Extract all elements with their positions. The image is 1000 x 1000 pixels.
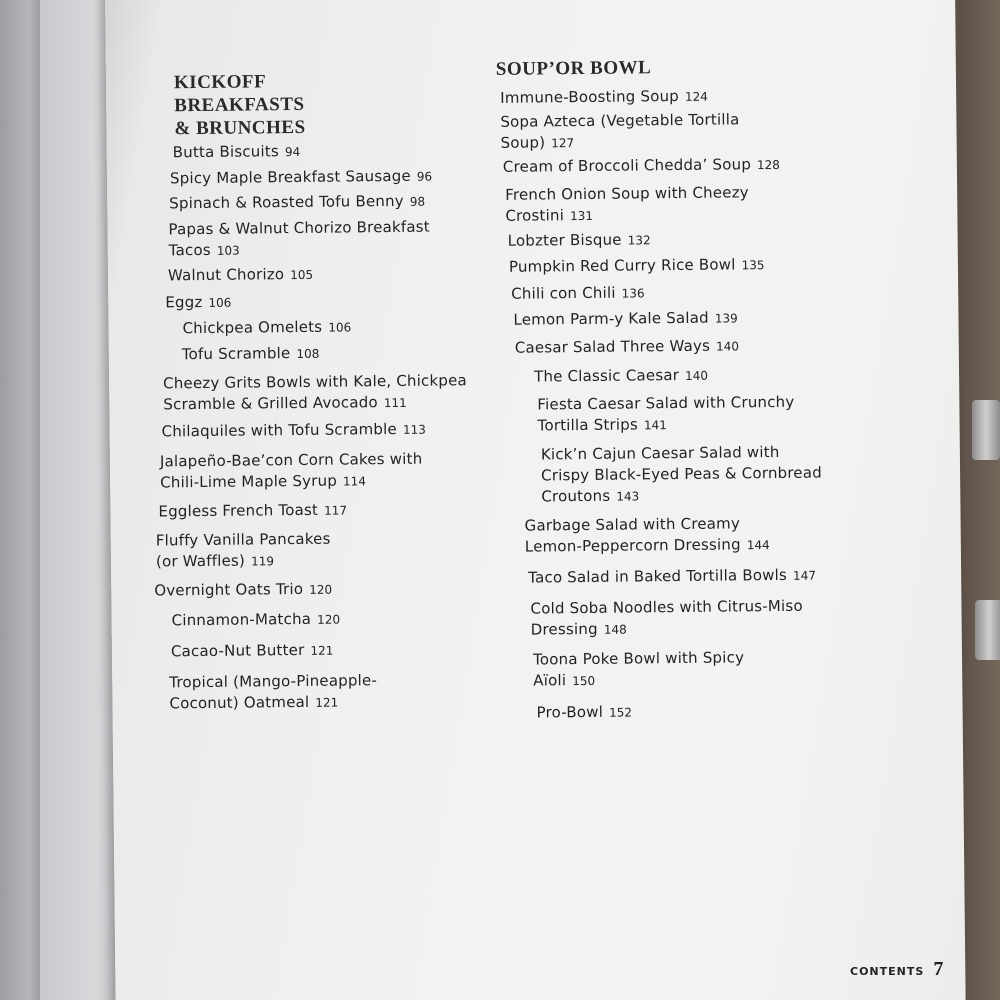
toc-entry-page-number: 152 [608, 705, 633, 720]
toc-entry-title: Cinnamon-Matcha [171, 609, 312, 630]
toc-entry [537, 392, 795, 438]
toc-entry-title-line [173, 141, 301, 164]
toc-entry-title: Crispy Black-Eyed Peas & Cornbread [541, 463, 822, 485]
toc-entry-title: Scramble & Grilled Avocado [163, 393, 378, 414]
toc-entry-title: Spicy Maple Breakfast Sausage [169, 166, 411, 188]
toc-entry-title-line [168, 217, 430, 241]
toc-entry-title: Cold Soba Noodles with Citrus-Miso [530, 596, 803, 618]
toc-entry-title: Butta Biscuits [172, 142, 280, 162]
toc-entry-page-number: 120 [317, 612, 341, 627]
toc-entry-title: French Onion Soup with Cheezy [505, 183, 749, 204]
toc-entry-page-number: 135 [741, 258, 765, 273]
toc-entry-title: Dressing [530, 619, 598, 639]
toc-entry [500, 109, 739, 155]
toc-entry-title-line [154, 579, 332, 603]
toc-entry-title-line [500, 86, 708, 110]
toc-entry-title: Toona Poke Bowl with Spicy [532, 648, 745, 669]
toc-entry-title-line [525, 513, 770, 537]
toc-entry-title-line [515, 335, 739, 359]
section-heading-soups: SOUP’OR BOWL [495, 57, 652, 80]
toc-entry [503, 154, 780, 179]
toc-entry-title: Spinach & Roasted Tofu Benny [169, 191, 404, 213]
section-heading-breakfasts: KICKOFF BREAKFASTS & BRUNCHES [173, 71, 306, 140]
toc-entry-title: Chili con Chili [511, 283, 616, 303]
toc-entry-page-number: 114 [342, 474, 366, 489]
toc-entry [171, 640, 334, 664]
toc-entry [508, 229, 651, 252]
toc-entry-title-line [158, 499, 347, 523]
toc-entry-title-line [537, 413, 794, 438]
toc-entry-title-line [534, 365, 708, 389]
toc-entry-page-number: 105 [290, 267, 314, 283]
toc-entry-title-line [531, 617, 803, 642]
toc-entry-title-line [537, 392, 794, 416]
toc-entry-title-line [163, 370, 467, 394]
toc-entry-title-line [171, 609, 340, 633]
page-number: 7 [933, 958, 944, 980]
toc-entry-page-number: 96 [416, 169, 433, 184]
toc-entry [509, 254, 765, 279]
toc-entry-title: Crostini [505, 206, 565, 225]
toc-entry-title: Fluffy Vanilla Pancakes [155, 529, 331, 550]
toc-entry-title: Lemon Parm-y Kale Salad [513, 308, 709, 329]
toc-entry-title-line [162, 419, 426, 444]
toc-entry-title: (or Waffles) [155, 551, 246, 571]
toc-entry-title: Eggz [165, 292, 203, 312]
toc-entry-title: Chilaquiles with Tofu Scramble [161, 419, 397, 441]
toc-entry-title: Cream of Broccoli Chedda’ Soup [502, 155, 752, 176]
toc-entry-title-line [541, 484, 822, 509]
toc-entry-title-line [165, 292, 231, 315]
toc-entry-title: Pumpkin Red Curry Rice Bowl [508, 255, 736, 276]
toc-entry-title-line [160, 449, 423, 473]
toc-entry-title-line [156, 550, 331, 574]
toc-entry-title-line [169, 191, 425, 216]
toc-entry [500, 86, 708, 110]
toc-entry-title-line [513, 307, 738, 331]
toc-entry-page-number: 103 [216, 243, 240, 258]
toc-entry [528, 565, 816, 590]
toc-entry-title-line [169, 670, 377, 693]
toc-entry-title-line [168, 264, 313, 288]
toc-entry-page-number: 106 [208, 295, 232, 310]
toc-entry-title: Jalapeño-Bae’con Corn Cakes with [159, 449, 423, 471]
toc-entry-title-line [541, 463, 822, 487]
toc-entry [156, 529, 331, 574]
toc-entry-page-number: 120 [309, 582, 333, 597]
toc-entry-title: Sopa Azteca (Vegetable Tortilla [500, 110, 740, 131]
toc-entry-title: Chickpea Omelets [182, 317, 323, 338]
toc-entry [158, 499, 347, 523]
toc-entry-page-number: 121 [310, 643, 334, 658]
toc-entry [515, 335, 739, 359]
toc-entry-page-number: 98 [409, 194, 426, 209]
toc-entry [182, 343, 320, 366]
toc-entry-title: Soup) [500, 133, 546, 152]
toc-entry-title: Fiesta Caesar Salad with Crunchy [537, 392, 795, 414]
toc-entry-title: Cheezy Grits Bowls with Kale, Chickpea [163, 371, 467, 393]
toc-entry-page-number: 106 [328, 320, 352, 335]
toc-entry-title-line [163, 391, 467, 416]
toc-entry-title-line [525, 534, 770, 559]
toc-entry [505, 182, 749, 228]
toc-entry [165, 292, 231, 315]
toc-entry-page-number: 127 [551, 136, 575, 151]
toc-entry-title: Tofu Scramble [181, 344, 291, 364]
toc-entry-title-line [530, 596, 802, 620]
toc-entry [162, 419, 426, 444]
toc-entry-page-number: 140 [715, 339, 740, 354]
toc-entry-title-line [170, 166, 432, 191]
toc-entry-title-line [528, 565, 816, 590]
toc-entry-title-line [509, 254, 765, 279]
toc-entry [160, 449, 423, 495]
toc-entry [525, 513, 770, 559]
toc-entry-title: Garbage Salad with Creamy [524, 514, 741, 535]
page-footer [850, 958, 943, 981]
toc-entry-title: Tropical (Mango-Pineapple- [169, 671, 378, 692]
toc-entry-page-number: 119 [250, 554, 275, 569]
toc-entry-title: Walnut Chorizo [167, 265, 285, 285]
toc-entry-title: Overnight Oats Trio [154, 579, 304, 600]
book-page [105, 0, 966, 1000]
toc-entry-page-number: 139 [714, 311, 738, 326]
toc-entry [530, 596, 803, 642]
toc-entry [534, 365, 708, 389]
toc-entry [513, 307, 738, 331]
toc-entry-title: Aïoli [533, 671, 567, 690]
toc-entry-title: Papas & Walnut Chorizo Breakfast [168, 217, 430, 239]
toc-entry-title: Lobzter Bisque [507, 230, 622, 250]
toc-entry-title-line [501, 130, 740, 155]
toc-entry-page-number: 143 [616, 489, 640, 504]
toc-entry-title-line [156, 529, 331, 552]
toc-entry-title: Cacao-Nut Butter [170, 640, 305, 661]
toc-entry-title-line [508, 229, 651, 252]
toc-entry-title-line [533, 647, 744, 670]
metal-hinge [972, 400, 1000, 460]
footer-label: CONTENTS [850, 965, 925, 978]
toc-entry-page-number: 132 [627, 233, 651, 248]
toc-entry-page-number: 140 [684, 368, 709, 383]
toc-entry-title: Coconut) Oatmeal [169, 692, 310, 713]
toc-entry-page-number: 144 [746, 538, 770, 553]
toc-entry [536, 702, 632, 725]
toc-entry [182, 316, 351, 340]
toc-entry-title-line [160, 470, 423, 495]
toc-entry-title: Croutons [541, 486, 611, 506]
toc-entry [169, 191, 425, 216]
toc-entry-title: Eggless French Toast [158, 500, 319, 521]
toc-entry [168, 264, 313, 288]
toc-entry-page-number: 117 [324, 503, 348, 518]
toc-entry-title-line [536, 702, 632, 725]
toc-entry [511, 282, 645, 305]
toc-entry-title: Immune-Boosting Soup [500, 86, 680, 107]
toc-entry-title: The Classic Caesar [533, 366, 680, 386]
toc-entry-page-number: 141 [643, 418, 667, 433]
toc-entry [541, 442, 822, 509]
toc-entry-page-number: 131 [569, 208, 594, 224]
toc-entry-title-line [505, 203, 749, 228]
toc-entry [171, 609, 340, 633]
toc-entry-page-number: 147 [792, 568, 816, 583]
toc-entry-page-number: 124 [684, 89, 708, 104]
toc-entry-page-number: 128 [756, 157, 780, 173]
toc-entry-title-line [505, 182, 749, 206]
toc-entry-title-line [541, 442, 822, 466]
toc-entry [170, 166, 432, 191]
toc-entry-page-number: 148 [603, 622, 627, 637]
toc-entry-title: Tacos [168, 240, 211, 260]
toc-entry-title: Kick’n Cajun Caesar Salad with [540, 442, 780, 464]
toc-entry [173, 141, 301, 164]
toc-entry-title: Caesar Salad Three Ways [514, 336, 711, 357]
toc-entry-title: Taco Salad in Baked Tortilla Bowls [528, 565, 788, 587]
toc-entry-page-number: 113 [402, 422, 426, 437]
toc-entry-title: Chili-Lime Maple Syrup [160, 471, 338, 492]
toc-entry-title: Tortilla Strips [537, 415, 639, 435]
toc-entry-title: Pro-Bowl [536, 702, 604, 722]
toc-entry-title-line [182, 316, 351, 340]
toc-entry [154, 579, 332, 603]
metal-hinge [975, 600, 1000, 660]
toc-entry-page-number: 121 [315, 695, 339, 710]
toc-entry-title-line [171, 640, 334, 664]
toc-entry-title-line [169, 691, 377, 715]
toc-entry-title-line [500, 109, 739, 133]
toc-entry-page-number: 150 [572, 673, 596, 689]
toc-entry-title-line [169, 238, 431, 263]
toc-entry [169, 670, 377, 715]
toc-entry-page-number: 108 [296, 346, 320, 362]
toc-entry-title: Lemon-Peppercorn Dressing [524, 535, 741, 556]
toc-entry-page-number: 111 [383, 395, 407, 411]
toc-entry-title-line [511, 282, 645, 305]
toc-entry-title-line [182, 343, 320, 366]
toc-entry-title-line [533, 668, 744, 692]
toc-entry-page-number: 94 [284, 144, 301, 160]
toc-entry [163, 370, 467, 416]
toc-entry [168, 217, 430, 263]
toc-entry-title-line [503, 154, 780, 179]
toc-entry-page-number: 136 [621, 286, 645, 301]
toc-entry [533, 647, 745, 692]
